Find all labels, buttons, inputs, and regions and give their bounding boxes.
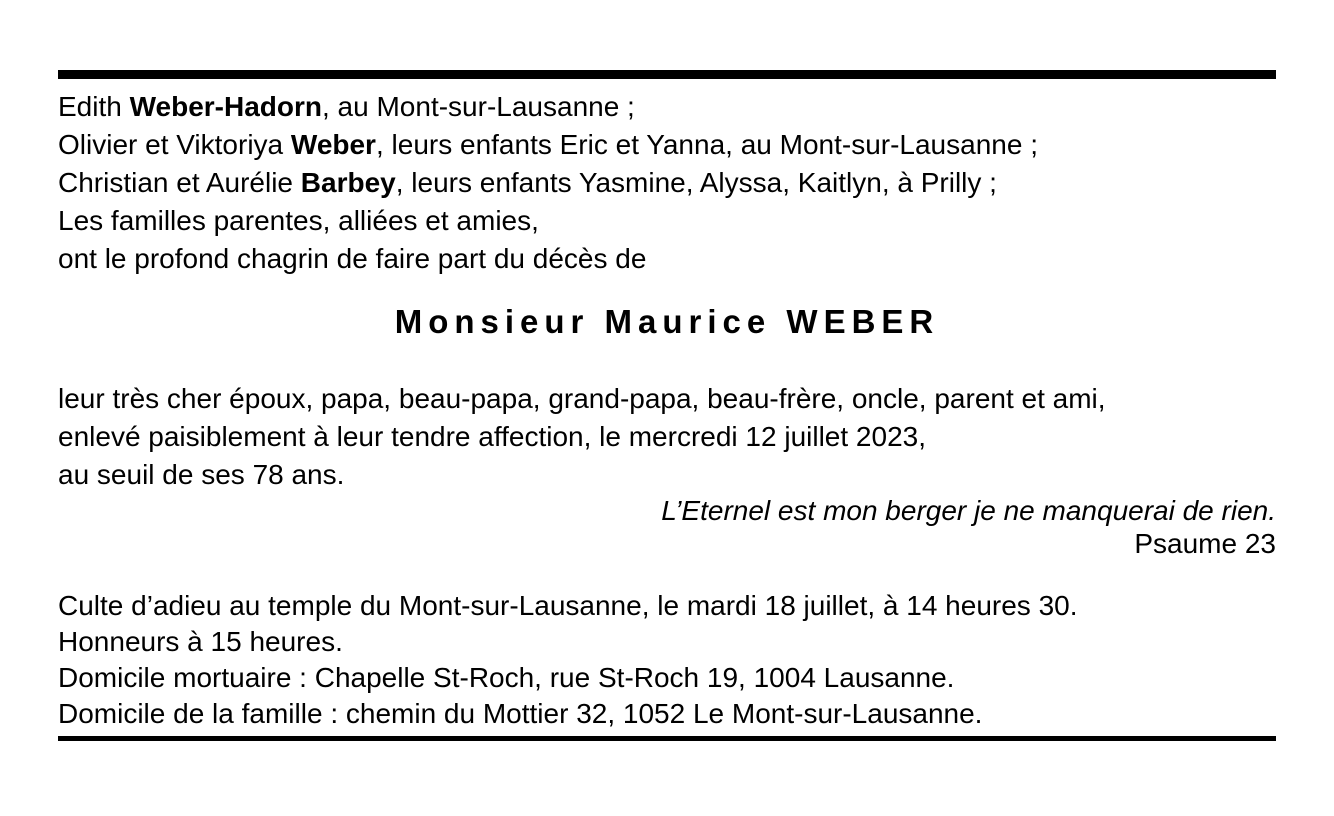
- family-announcement-block: [58, 88, 1276, 278]
- ceremony-line: Culte d’adieu au temple du Mont-sur-Lausanne, le mardi 18 juillet, à 14 heures 30.: [58, 590, 1078, 621]
- family-line: [58, 126, 1276, 164]
- family-surname: Barbey: [300, 167, 396, 198]
- ceremony-line: Honneurs à 15 heures.: [58, 626, 343, 657]
- ceremony-line: Domicile mortuaire : Chapelle St-Roch, rue St-Roch 19, 1004 Lausanne.: [58, 662, 955, 693]
- family-surname: Weber: [290, 129, 376, 160]
- family-line-pre: Les familles parentes, alliées et amies,: [58, 205, 539, 236]
- family-surname: Weber-Hadorn: [129, 91, 322, 122]
- family-line-post: , leurs enfants Yasmine, Alyssa, Kaitlyn, à Prilly ;: [395, 167, 997, 198]
- tribute-paragraph: [58, 380, 1276, 494]
- family-line-pre: Christian et Aurélie: [58, 167, 301, 198]
- scripture-reference: Psaume 23: [1134, 528, 1276, 559]
- ceremony-details-block: [58, 588, 1276, 732]
- ceremony-line: Domicile de la famille : chemin du Mottier 32, 1052 Le Mont-sur-Lausanne.: [58, 698, 983, 729]
- tribute-line: leur très cher époux, papa, beau-papa, grand-papa, beau-frère, oncle, parent et ami,: [58, 383, 1106, 414]
- family-line-pre: Olivier et Viktoriya: [58, 129, 291, 160]
- scripture-quote: L’Eternel est mon berger je ne manquerai de rien.: [661, 495, 1276, 526]
- tribute-line: enlevé paisiblement à leur tendre affection, le mercredi 12 juillet 2023,: [58, 421, 926, 452]
- family-line: [58, 88, 1276, 126]
- family-line-pre: Edith: [58, 91, 130, 122]
- family-line: [58, 164, 1276, 202]
- bottom-rule: [58, 736, 1276, 741]
- family-line-post: , au Mont-sur-Lausanne ;: [322, 91, 635, 122]
- scripture-block: [58, 494, 1276, 560]
- top-rule: [58, 70, 1276, 79]
- family-line-post: , leurs enfants Eric et Yanna, au Mont-sur-Lausanne ;: [375, 129, 1038, 160]
- family-line: [58, 202, 1276, 240]
- deceased-name-title: Monsieur Maurice WEBER: [394, 303, 940, 340]
- tribute-line: au seuil de ses 78 ans.: [58, 459, 345, 490]
- family-line-pre: ont le profond chagrin de faire part du décès de: [58, 243, 647, 274]
- family-line: [58, 240, 1276, 278]
